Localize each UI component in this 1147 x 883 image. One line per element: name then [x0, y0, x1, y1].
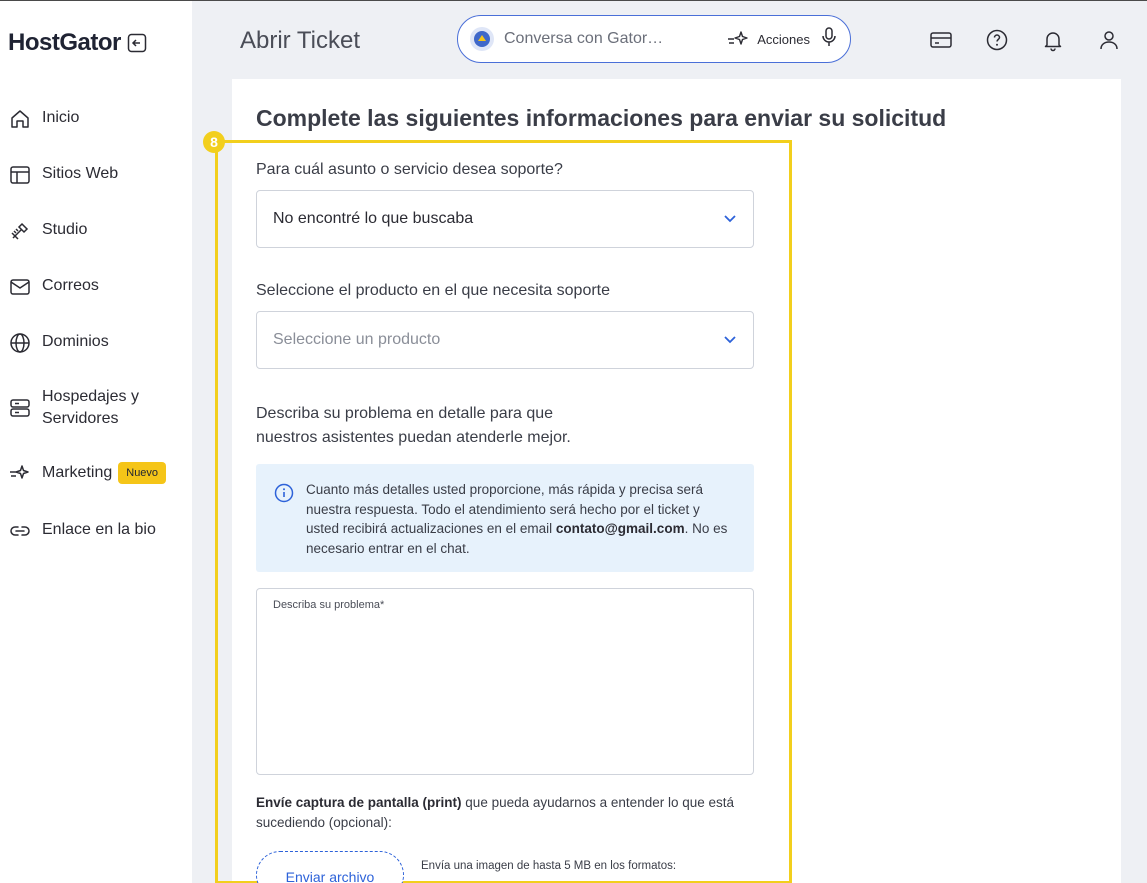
sidebar-item-marketing[interactable] [8, 461, 166, 485]
home-icon [8, 107, 32, 131]
actions-button[interactable] [727, 29, 810, 49]
collapse-sidebar-icon[interactable] [127, 33, 147, 53]
describe-line-2: nuestros asistentes puedan atenderle mejor. [256, 429, 571, 446]
problem-textarea[interactable] [256, 588, 754, 775]
sidebar [0, 1, 192, 883]
upload-file-button[interactable]: Enviar archivo [256, 851, 404, 883]
server-icon [8, 396, 32, 420]
new-badge: Nuevo [118, 462, 166, 484]
problem-textarea-label: Describa su problema* [273, 599, 385, 611]
sidebar-item-label: Inicio [42, 109, 80, 126]
form-heading: Complete las siguientes informaciones para enviar su solicitud [256, 105, 947, 131]
gator-avatar-icon [470, 27, 494, 51]
sidebar-item-enlace-bio[interactable] [8, 519, 156, 543]
chevron-down-icon [723, 210, 737, 228]
gator-chat-search[interactable] [457, 15, 851, 63]
screenshot-rest-text: que pueda ayudarnos a entender lo que está sucediendo (opcional): [256, 795, 735, 830]
chevron-down-icon [723, 331, 737, 349]
sidebar-item-label: Sitios Web [42, 165, 119, 182]
describe-line-1: Describa su problema en detalle para que [256, 405, 554, 422]
credit-card-icon[interactable] [929, 28, 953, 52]
page-title: Abrir Ticket [240, 27, 361, 54]
screenshot-bold-text: Envíe captura de pantalla (print) [256, 795, 462, 810]
sidebar-item-correos[interactable] [8, 275, 99, 299]
link-icon [8, 519, 32, 543]
search-input[interactable]: Conversa con Gator… [504, 30, 664, 47]
design-tools-icon [8, 219, 32, 243]
sidebar-item-hospedajes[interactable] [8, 386, 158, 430]
info-text: Cuanto más detalles usted proporcione, más rápida y precisa será nuestra respuesta. Todo el atendimiento será hecho por el ticket y usted recibirá actualizaciones en el email [306, 482, 703, 536]
sparkle-icon [8, 461, 32, 485]
sidebar-item-studio[interactable] [8, 219, 87, 243]
product-select-placeholder: Seleccione un producto [273, 331, 441, 348]
brand-logo: HostGator [8, 29, 121, 56]
sidebar-item-label: Marketing [42, 464, 113, 481]
upload-hint: Envía una imagen de hasta 5 MB en los formatos: [421, 860, 677, 872]
subject-select-value: No encontré lo que buscaba [273, 210, 474, 227]
globe-icon [8, 331, 32, 355]
sidebar-item-label: Enlace en la bio [42, 521, 156, 538]
sidebar-item-inicio[interactable] [8, 107, 79, 131]
info-email: contato@gmail.com [555, 521, 685, 536]
product-label: Seleccione el producto en el que necesita soporte [256, 282, 611, 299]
microphone-icon[interactable] [820, 26, 838, 53]
sidebar-item-dominios[interactable] [8, 331, 109, 355]
info-icon [274, 483, 294, 503]
info-box [256, 464, 754, 572]
sparkle-icon [727, 29, 751, 49]
brand [8, 29, 147, 57]
layout-icon [8, 163, 32, 187]
step-number-badge: 8 [203, 131, 225, 153]
info-suffix: . No es necesario entrar en el chat. [306, 521, 728, 556]
user-icon[interactable] [1097, 28, 1121, 52]
subject-select[interactable] [256, 190, 754, 248]
product-select[interactable] [256, 311, 754, 369]
screenshot-instructions [256, 793, 756, 832]
sidebar-item-label: Dominios [42, 333, 109, 350]
actions-label: Acciones [757, 31, 810, 47]
describe-instructions [256, 402, 656, 450]
bell-icon[interactable] [1041, 28, 1065, 52]
help-icon[interactable] [985, 28, 1009, 52]
mail-icon [8, 275, 32, 299]
sidebar-item-label: Hospedajes y Servidores [42, 388, 139, 427]
sidebar-item-sitios-web[interactable] [8, 163, 118, 187]
subject-label: Para cuál asunto o servicio desea soporte? [256, 161, 563, 178]
sidebar-item-label: Correos [42, 277, 99, 294]
sidebar-item-label: Studio [42, 221, 88, 238]
